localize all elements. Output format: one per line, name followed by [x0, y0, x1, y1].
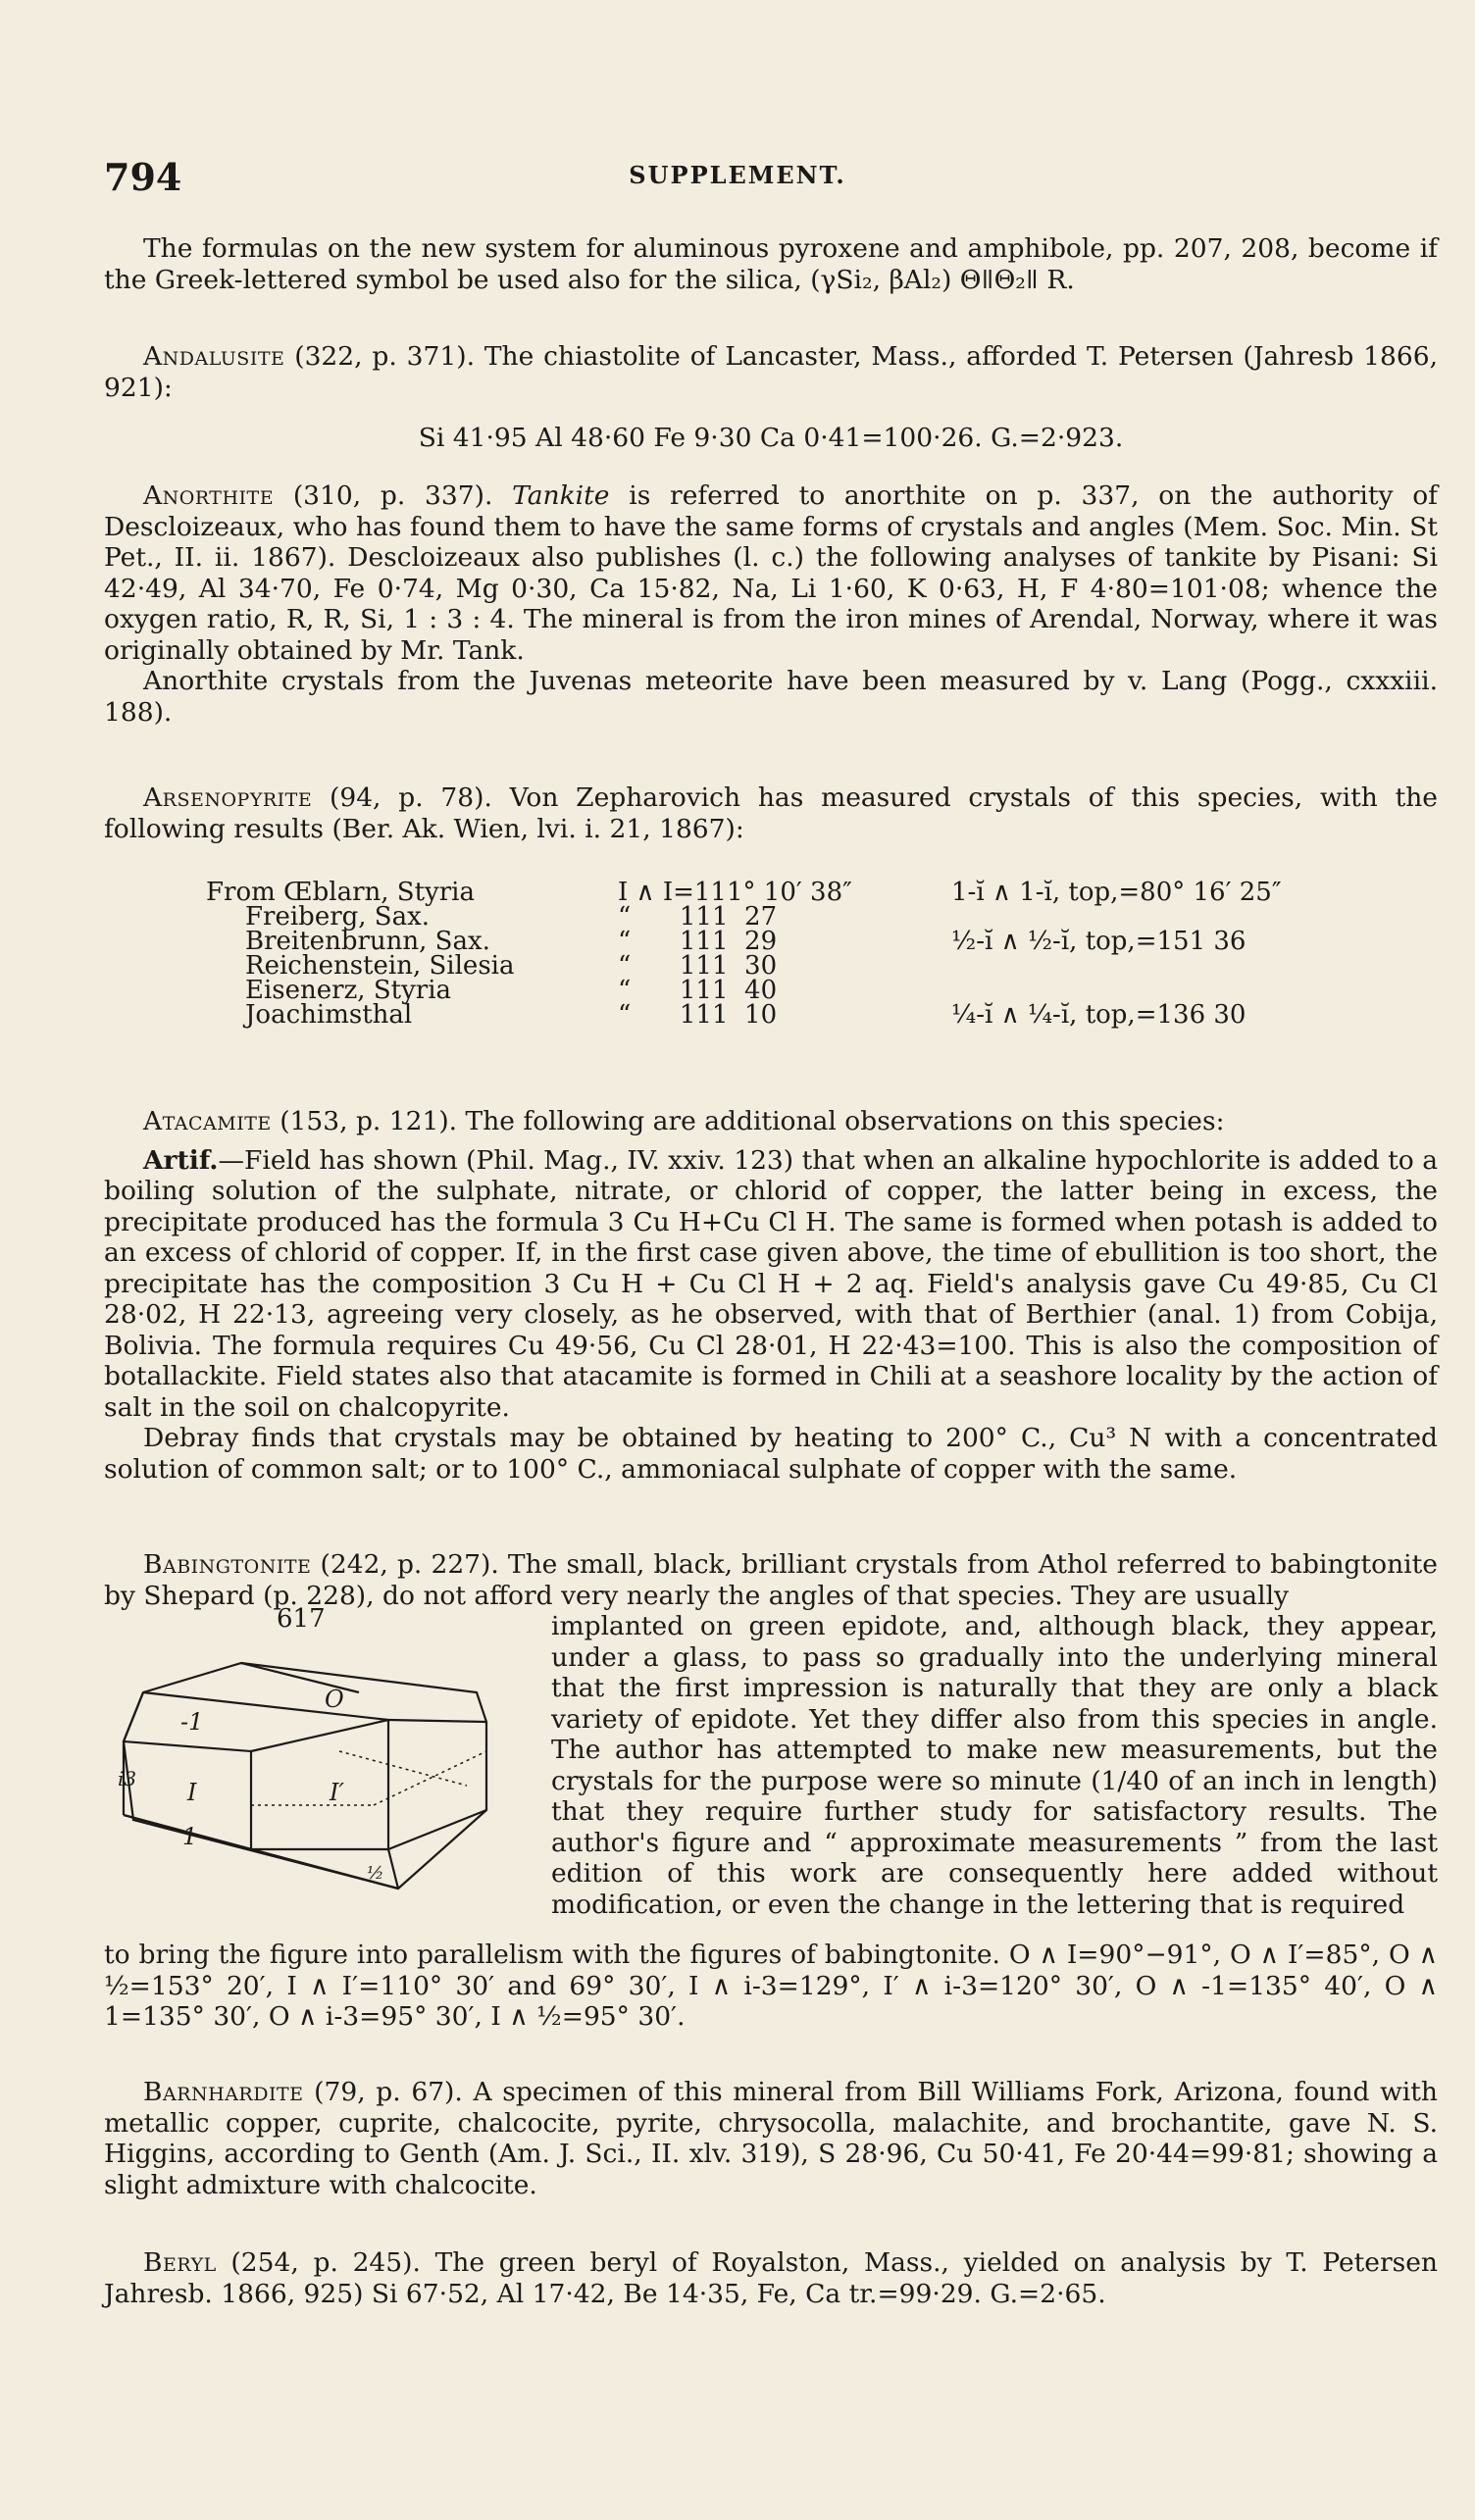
table-cell-angle: I ∧ I=111° 10′ 38″	[618, 878, 852, 907]
atacamite-entry	[104, 1106, 1438, 1485]
table-cell-extra	[951, 954, 1282, 979]
table-cell-locality: From Œblarn, Styria	[206, 878, 475, 907]
beryl-entry	[104, 2247, 1438, 2309]
table-cell-locality: Eisenerz, Styria	[245, 976, 452, 1005]
babingtonite-bottom-block	[104, 1940, 1438, 2033]
beryl-text: (254, p. 245). The green beryl of Royalston, Mass., yielded on analysis by T. Petersen Jahresb. 1866, 925) Si 67·52, Al 17·42, Be 14·35, Fe, Ca tr.=99·29. G.=2·65.	[104, 2247, 1438, 2309]
andalusite-entry	[104, 341, 1438, 454]
andalusite-text: (322, p. 371). The chiastolite of Lancaster, Mass., afforded T. Petersen (Jahresb 1866, 921):	[104, 341, 1438, 403]
atacamite-text: (153, p. 121). The following are additional observations on this species:	[271, 1106, 1225, 1136]
anorthite-text-b: is referred to anorthite on p. 337, on the authority of Descloizeaux, who has found them to have the same forms of crystals and angles (Mem. Soc. Min. St Pet., II. ii. 1867). Descloizeaux also publishes (l. c.) the following analyses of tankite by Pisani: Si 42·49, Al 34·70, Fe 0·74, Mg 0·30, Ca 15·82, Na, Li 1·60, K 0·63, H, F 4·80=101·08; whence the oxygen ratio, R, R, Si, 1 : 3 : 4. The mineral is from the iron mines of Arendal, Norway, where it was originally obtained by Mr. Tank.	[104, 480, 1438, 666]
atacamite-heading: Atacamite	[143, 1106, 272, 1136]
babingtonite-wrap-block	[551, 1611, 1438, 1920]
table-cell-locality: Reichenstein, Silesia	[245, 951, 515, 981]
face-label-1: 1	[182, 1823, 198, 1850]
arsenopyrite-table	[206, 878, 1282, 1030]
babingtonite-text-top: (242, p. 227). The small, black, brilliant crystals from Athol referred to babingtonite by Shepard (p. 228), do not afford very nearly the angles of that species. They are usually	[104, 1549, 1438, 1611]
face-label-o: O	[325, 1686, 344, 1713]
barnhardite-text: (79, p. 67). A specimen of this mineral from Bill Williams Fork, Arizona, found with metallic copper, cuprite, chalcocite, pyrite, chrysocolla, malachite, and brochantite, gave N. S. Higgins, according to Genth (Am. J. Sci., II. xlv. 319), S 28·96, Cu 50·41, Fe 20·44=99·81; showing a slight admixture with chalcocite.	[104, 2077, 1438, 2200]
figure-number: 617	[277, 1604, 326, 1634]
intro-paragraph	[104, 233, 1438, 295]
babingtonite-text-wrap: implanted on green epidote, and, although black, they appear, under a glass, to pass so gradually into the underlying mineral that the first impression is naturally that they are only a black variety of epidote. Yet they differ also from this species in angle. The author has attempted to make new measurements, but the crystals for the purpose were so minute (1/40 of an inch in length) that they require further study for satisfactory results. The author's figure and “ approximate measurements ” from the last edition of this work are consequently here added without modification, or even the change in the lettering that is required	[551, 1611, 1438, 1920]
table-cell-angle: “ 111 27	[618, 902, 778, 932]
artif-text: —Field has shown (Phil. Mag., IV. xxiv. 123) that when an alkaline hypochlorite is added to a boiling solution of the sulphate, nitrate, or chlorid of copper, the latter being in excess, the precipitate produced has the formula 3 Cu H+Cu Cl H. The same is formed when potash is added to an excess of chlorid of copper. If, in the first case given above, the time of ebullition is too short, the precipitate has the composition 3 Cu H + Cu Cl H + 2 aq. Field's analysis gave Cu 49·85, Cu Cl 28·02, H 22·13, agreeing very closely, as he observed, with that of Berthier (anal. 1) from Cobija, Bolivia. The formula requires Cu 49·56, Cu Cl 28·01, H 22·43=100. This is also the composition of botallackite. Field states also that atacamite is formed in Chili at a seashore locality by the action of salt in the soil on chalcopyrite.	[104, 1144, 1438, 1423]
crystal-edge	[124, 1741, 251, 1751]
face-label-minus1: -1	[180, 1708, 204, 1736]
running-head: SUPPLEMENT.	[629, 161, 846, 189]
anorthite-text-2: Anorthite crystals from the Juvenas meteorite have been measured by v. Lang (Pogg., cxxxiii. 188).	[104, 666, 1438, 728]
babingtonite-heading: Babingtonite	[143, 1549, 312, 1580]
crystal-figure-617	[104, 1604, 535, 1918]
table-cell-extra: ¼-ĭ ∧ ¼-ĭ, top,=136 30	[951, 1000, 1246, 1030]
anorthite-heading: Anorthite	[143, 480, 275, 511]
andalusite-analysis: Si 41·95 Al 48·60 Fe 9·30 Ca 0·41=100·26. G.=2·923.	[418, 423, 1124, 453]
table-cell-extra: ½-ĭ ∧ ½-ĭ, top,=151 36	[951, 927, 1246, 956]
face-label-half: ½	[367, 1863, 384, 1884]
face-label-i3: i3	[118, 1767, 137, 1790]
hidden-edge	[339, 1751, 467, 1786]
face-label-i-prime: I′	[330, 1779, 344, 1806]
babingtonite-text-bottom: to bring the figure into parallelism with the figures of babingtonite. O ∧ I=90°−91°, O ∧ I′=85°, O ∧ ½=153° 20′, I ∧ I′=110° 30′ and 69° 30′, I ∧ i-3=129°, I′ ∧ i-3=120° 30′, O ∧ -1=135° 40′, O ∧ 1=135° 30′, O ∧ i-3=95° 30′, I ∧ ½=95° 30′.	[104, 1940, 1438, 2032]
table-row	[206, 1003, 1282, 1028]
barnhardite-entry	[104, 2077, 1438, 2200]
hidden-edge	[374, 1751, 486, 1805]
table-cell-locality: Freiberg, Sax.	[245, 902, 431, 932]
artif-label: Artif.	[143, 1144, 219, 1176]
anorthite-text-a: (310, p. 337).	[274, 480, 513, 511]
table-cell-angle: “ 111 40	[618, 976, 778, 1005]
andalusite-heading: Andalusite	[143, 341, 285, 372]
page-number: 794	[104, 155, 182, 199]
crystal-edge	[388, 1720, 486, 1722]
arsenopyrite-text: (94, p. 78). Von Zepharovich has measured crystals of this species, with the following results (Ber. Ak. Wien, lvi. i. 21, 1867):	[104, 782, 1438, 844]
barnhardite-heading: Barnhardite	[143, 2077, 304, 2107]
babingtonite-entry	[104, 1549, 1438, 1611]
atacamite-text-2: Debray finds that crystals may be obtained by heating to 200° C., Cu³ N with a concentrated solution of common salt; or to 100° C., ammoniacal sulphate of copper with the same.	[104, 1423, 1438, 1485]
arsenopyrite-entry	[104, 782, 1438, 844]
tankite-term: Tankite	[512, 480, 610, 511]
anorthite-entry	[104, 480, 1438, 728]
beryl-heading: Beryl	[143, 2247, 217, 2278]
table-cell-angle: “ 111 29	[618, 927, 778, 956]
face-label-i: I	[187, 1779, 197, 1806]
table-cell-locality: Joachimsthal	[245, 1000, 413, 1030]
table-cell-angle: “ 111 30	[618, 951, 778, 981]
arsenopyrite-heading: Arsenopyrite	[143, 782, 313, 813]
intro-text: The formulas on the new system for aluminous pyroxene and amphibole, pp. 207, 208, become if the Greek-lettered symbol be used also for the silica, (γSi₂, βAl₂) ΘǁΘ₂ǁ R.	[104, 233, 1438, 295]
table-cell-locality: Breitenbrunn, Sax.	[245, 927, 490, 956]
table-cell-angle: “ 111 10	[618, 1000, 778, 1030]
crystal-edge	[388, 1810, 486, 1849]
crystal-edge	[124, 1692, 143, 1741]
crystal-edge	[388, 1849, 398, 1889]
table-cell-extra: 1-ĭ ∧ 1-ĭ, top,=80° 16′ 25″	[951, 878, 1282, 907]
crystal-edge	[251, 1720, 388, 1751]
